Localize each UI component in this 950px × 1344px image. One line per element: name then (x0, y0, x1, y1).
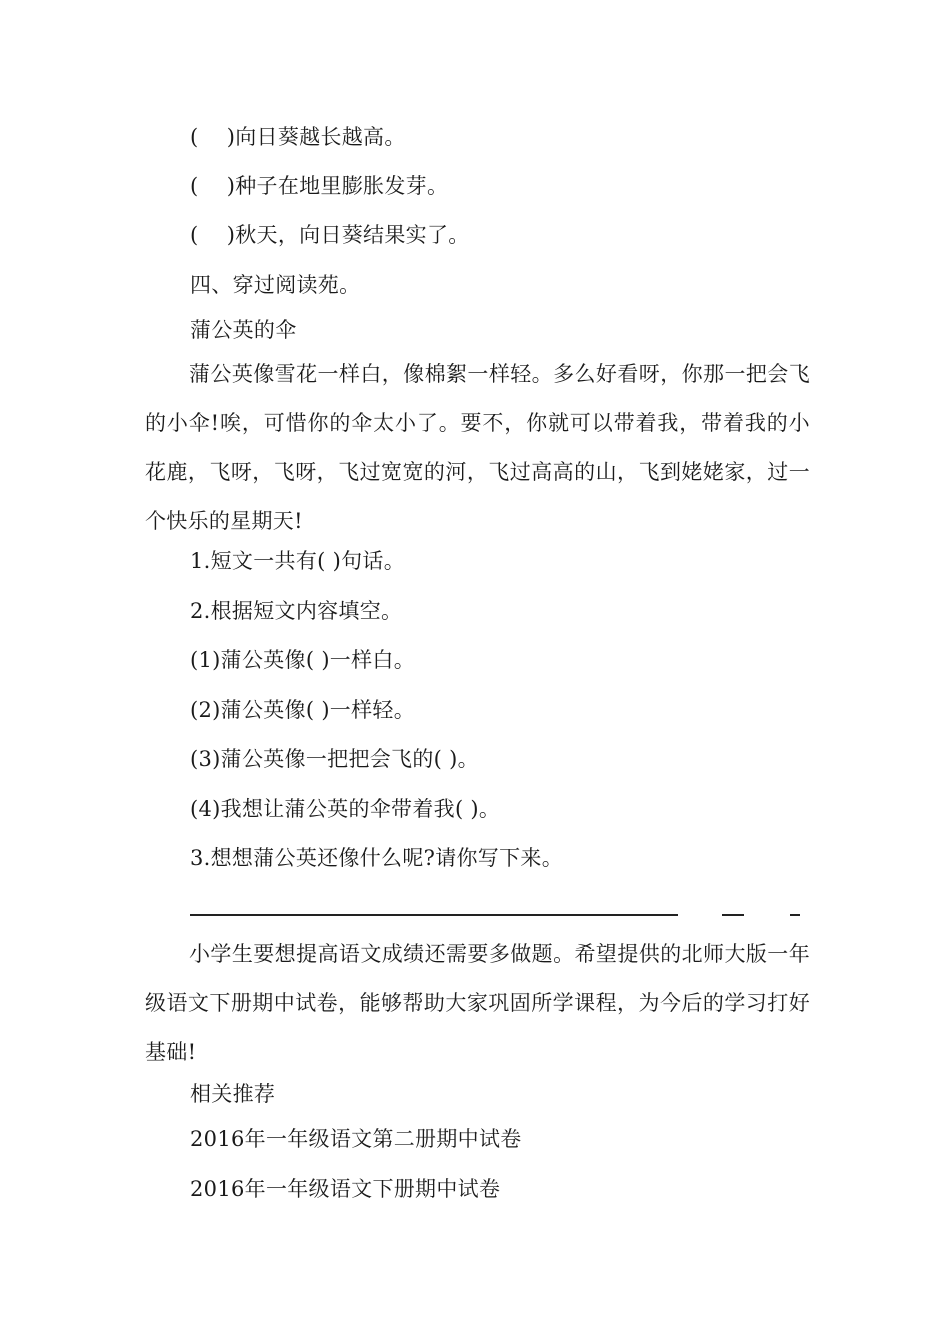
question-2-item-1: (1)蒲公英像( )一样白。 (190, 648, 416, 672)
related-link-1[interactable]: 2016年一年级语文第二册期中试卷 (190, 1127, 522, 1151)
order-item-2: ( )种子在地里膨胀发芽。 (190, 174, 449, 198)
related-heading: 相关推荐 (190, 1082, 276, 1106)
order-item-3: ( )秋天，向日葵结果实了。 (190, 223, 470, 247)
related-link-2[interactable]: 2016年一年级语文下册期中试卷 (190, 1177, 501, 1201)
closing-paragraph: 小学生要想提高语文成绩还需要多做题。希望提供的北师大版一年级语文下册期中试卷，能够帮助大家巩固所学课程，为今后的学习打好基础! (145, 942, 810, 1064)
passage-title: 蒲公英的伞 (190, 318, 297, 342)
order-item-1: ( )向日葵越长越高。 (190, 125, 406, 149)
question-3: 3.想想蒲公英还像什么呢?请你写下来。 (190, 846, 563, 870)
answer-line-segment (722, 914, 744, 916)
question-2-item-3: (3)蒲公英像一把把会飞的( )。 (190, 747, 479, 771)
section-heading: 四、穿过阅读苑。 (190, 273, 361, 297)
question-2-item-4: (4)我想让蒲公英的伞带着我( )。 (190, 797, 501, 821)
question-2: 2.根据短文内容填空。 (190, 599, 403, 623)
question-2-item-2: (2)蒲公英像( )一样轻。 (190, 698, 416, 722)
passage-text: 蒲公英像雪花一样白，像棉絮一样轻。多么好看呀，你那一把会飞的小伞!唉，可惜你的伞太小了。要不，你就可以带着我，带着我的小花鹿，飞呀，飞呀，飞过宽宽的河，飞过高高的山，飞到姥姥家，过一个快乐的星期天! (145, 362, 810, 533)
answer-line-segment (790, 914, 800, 916)
answer-line (190, 914, 678, 916)
question-1: 1.短文一共有( )句话。 (190, 549, 405, 573)
